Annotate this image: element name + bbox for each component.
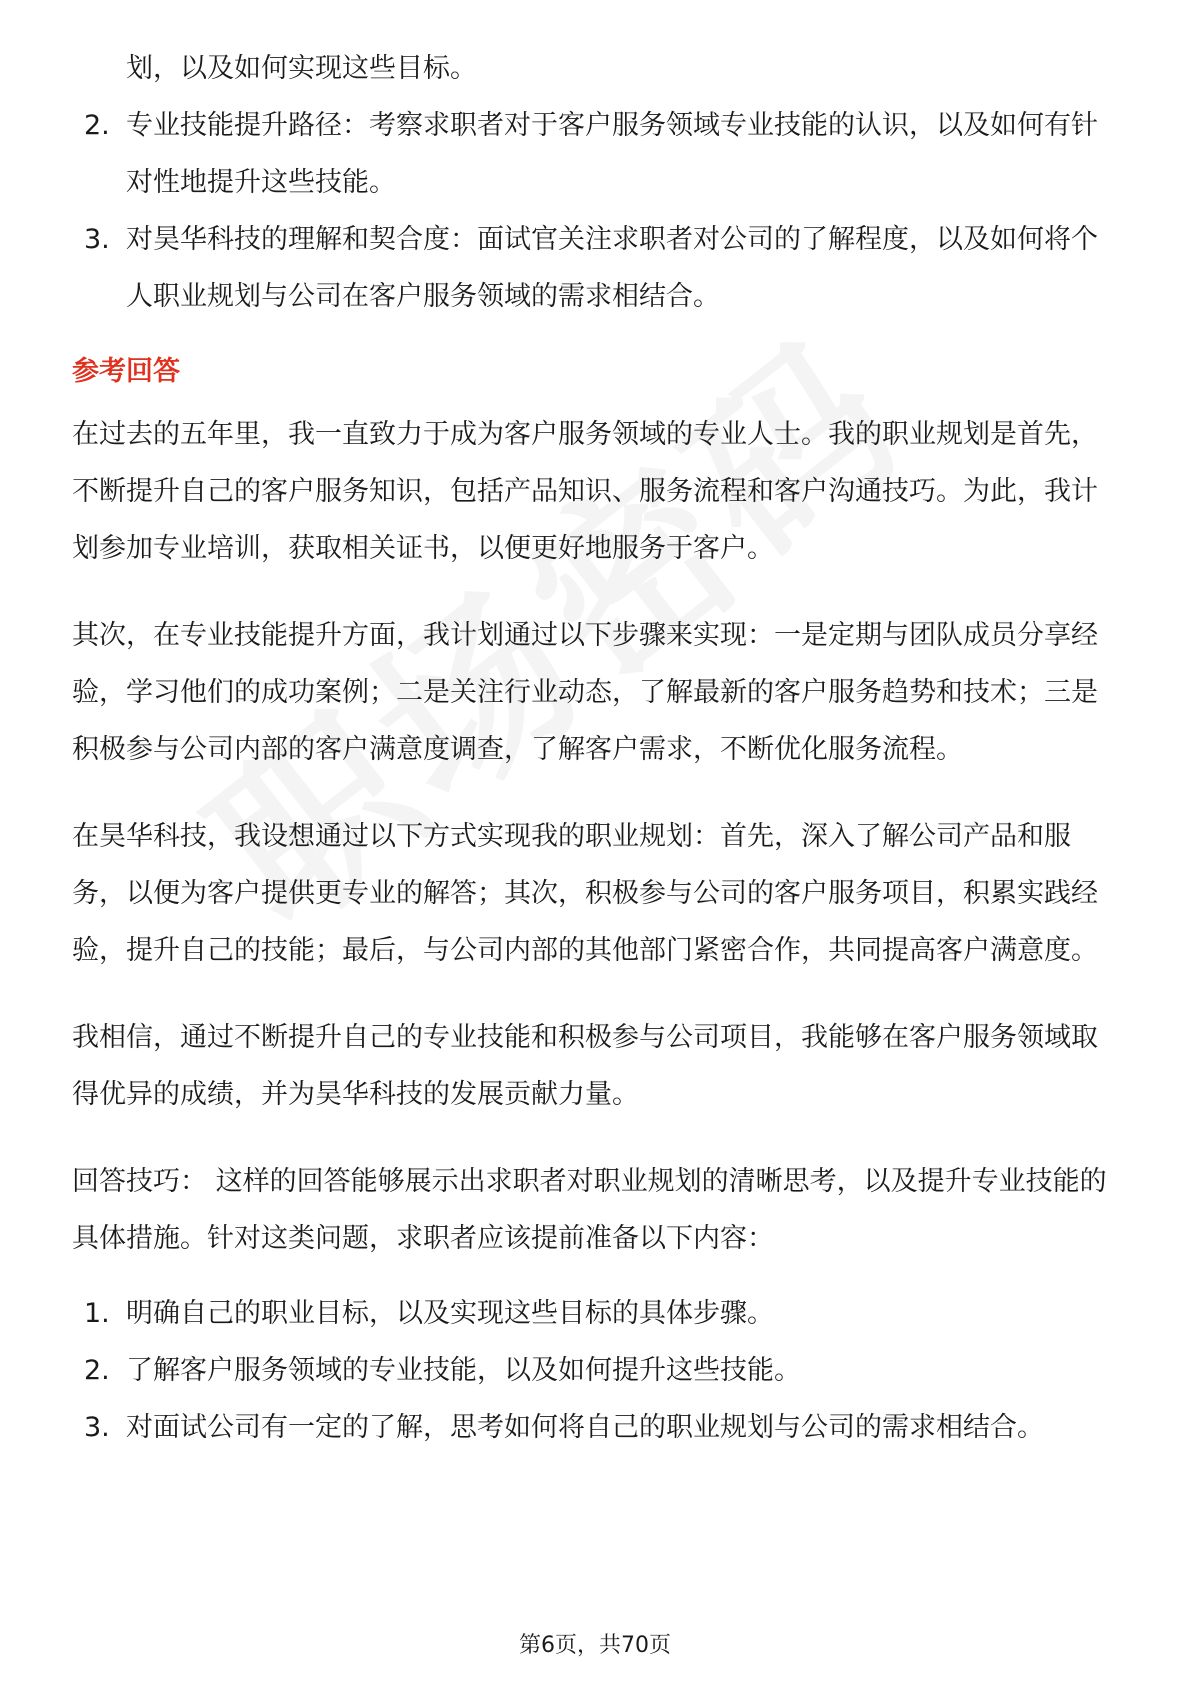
list-item — [72, 211, 1122, 325]
focus-points-list — [72, 97, 1122, 325]
section-title: 参考回答 — [72, 356, 180, 387]
answer-paragraph: 我相信，通过不断提升自己的专业技能和积极参与公司项目，我能够在客户服务领域取得优异的成绩，并为昊华科技的发展贡献力量。 — [72, 1022, 1098, 1110]
list-item — [72, 1342, 1122, 1399]
answer-paragraph: 在昊华科技，我设想通过以下方式实现我的职业规划：首先，深入了解公司产品和服务，以便为客户提供更专业的解答；其次，积极参与公司的客户服务项目，积累实践经验，提升自己的技能；最后，与公司内部的其他部门紧密合作，共同提高客户满意度。 — [72, 821, 1098, 966]
list-number: 1. — [84, 1298, 110, 1329]
page-number: 第6页，共70页 — [519, 1633, 671, 1658]
list-item-text: 对面试公司有一定的了解，思考如何将自己的职业规划与公司的需求相结合。 — [126, 1412, 1044, 1443]
answer-paragraph: 在过去的五年里，我一直致力于成为客户服务领域的专业人士。我的职业规划是首先，不断提升自己的客户服务知识，包括产品知识、服务流程和客户沟通技巧。为此，我计划参加专业培训，获取相关证书，以便更好地服务于客户。 — [72, 419, 1098, 564]
list-number: 3. — [84, 1412, 110, 1443]
list-item-continuation: 划，以及如何实现这些目标。 — [126, 53, 477, 84]
list-item-text: 了解客户服务领域的专业技能，以及如何提升这些技能。 — [126, 1355, 801, 1386]
tips-list — [72, 1285, 1122, 1456]
page-content — [72, 40, 1122, 1456]
list-item-text: 专业技能提升路径：考察求职者对于客户服务领域专业技能的认识，以及如何有针对性地提升这些技能。 — [126, 110, 1098, 198]
tips-intro-paragraph: 回答技巧： 这样的回答能够展示出求职者对职业规划的清晰思考，以及提升专业技能的具体措施。针对这类问题，求职者应该提前准备以下内容： — [72, 1166, 1107, 1254]
list-number: 3. — [84, 224, 110, 255]
answer-paragraph: 其次，在专业技能提升方面，我计划通过以下步骤来实现：一是定期与团队成员分享经验，学习他们的成功案例；二是关注行业动态，了解最新的客户服务趋势和技术；三是积极参与公司内部的客户满意度调查，了解客户需求，不断优化服务流程。 — [72, 620, 1098, 765]
list-number: 2. — [84, 1355, 110, 1386]
list-item-text: 对昊华科技的理解和契合度：面试官关注求职者对公司的了解程度，以及如何将个人职业规划与公司在客户服务领域的需求相结合。 — [126, 224, 1098, 312]
list-number: 2. — [84, 110, 110, 141]
list-item — [72, 1399, 1122, 1456]
list-item-text: 明确自己的职业目标，以及实现这些目标的具体步骤。 — [126, 1298, 774, 1329]
list-item — [72, 97, 1122, 211]
list-item — [72, 1285, 1122, 1342]
